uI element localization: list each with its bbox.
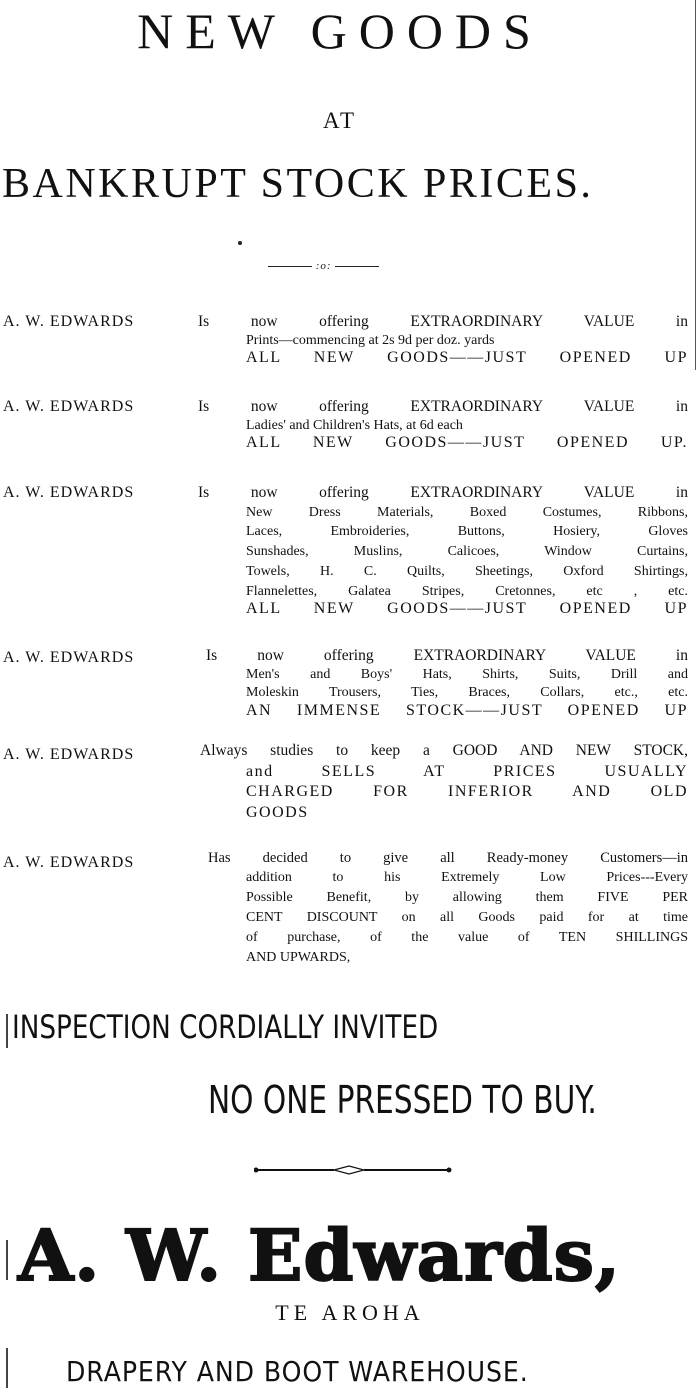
entry-detail-line: New Dress Materials, Boxed Costumes, Ribbons,	[246, 505, 688, 520]
ornamental-rule	[254, 1160, 454, 1180]
headline-new-goods: NEW GOODS	[137, 3, 543, 59]
entry-detail-line: Prints—commencing at 2s 9d per doz. yards	[246, 333, 495, 348]
entry-name: A. W. EDWARDS	[3, 746, 135, 763]
entry-detail-line: GOODS	[246, 804, 309, 821]
entry-detail-line: Ladies' and Children's Hats, at 6d each	[246, 418, 463, 433]
entry-detail-line: Towels, H. C. Quilts, Sheetings, Oxford Shirtings,	[246, 564, 688, 579]
left-margin-bar	[6, 1014, 8, 1048]
entry-detail-line: Laces, Embroideries, Buttons, Hosiery, Gloves	[246, 524, 688, 539]
divider-ornament: :o:	[315, 260, 332, 272]
entry-detail-line: Men's and Boys' Hats, Shirts, Suits, Drill and	[246, 667, 688, 682]
entry-name: A. W. EDWARDS	[3, 398, 135, 415]
section-divider	[268, 260, 379, 272]
entry-name: A. W. EDWARDS	[3, 313, 135, 330]
entry-detail-line: of purchase, of the value of TEN SHILLINGS	[246, 930, 688, 945]
entry-detail-line: Moleskin Trousers, Ties, Braces, Collars, etc., etc.	[246, 685, 688, 700]
entry-intro: Is now offering EXTRAORDINARY VALUE in	[198, 398, 688, 415]
ornament-diamond	[334, 1166, 364, 1174]
left-margin-bar	[6, 1348, 8, 1388]
drapery-boot-warehouse: DRAPERY AND BOOT WAREHOUSE.	[66, 1355, 529, 1388]
entry-detail-line: Flannelettes, Galatea Stripes, Cretonnes, etc , etc.	[246, 584, 688, 599]
divider-line-right	[335, 266, 379, 267]
entry-closing: ALL NEW GOODS——JUST OPENED UP.	[246, 434, 688, 451]
entry-closing: AN IMMENSE STOCK——JUST OPENED UP	[246, 702, 688, 719]
ornament-dot-left	[254, 1168, 259, 1173]
inspection-invited: INSPECTION CORDIALLY INVITED	[12, 1008, 439, 1046]
entry-intro: Always studies to keep a GOOD AND NEW STOCK,	[200, 742, 688, 759]
entry-detail-line: Possible Benefit, by allowing them FIVE PER	[246, 890, 688, 905]
headline-at: AT	[322, 108, 358, 133]
entry-intro: Is now offering EXTRAORDINARY VALUE in	[198, 313, 688, 330]
location-te-aroha: TE AROHA	[275, 1300, 425, 1325]
entry-detail-line: AND UPWARDS,	[246, 950, 351, 965]
entry-name: A. W. EDWARDS	[3, 649, 135, 666]
headline-bankrupt-stock-prices: BANKRUPT STOCK PRICES.	[2, 161, 594, 207]
entry-detail-line: CHARGED FOR INFERIOR AND OLD	[246, 783, 688, 800]
entry-detail-line: addition to his Extremely Low Prices---Every	[246, 870, 688, 885]
entry-intro: Has decided to give all Ready-money Customers—in	[208, 850, 688, 866]
entry-closing: ALL NEW GOODS——JUST OPENED UP	[246, 600, 688, 617]
ornament-dot-right	[447, 1168, 452, 1173]
left-margin-bar	[6, 1240, 8, 1280]
entry-detail-line: and SELLS AT PRICES USUALLY	[246, 763, 688, 780]
decorative-dot	[238, 241, 242, 245]
no-one-pressed: NO ONE PRESSED TO BUY.	[208, 1078, 597, 1122]
entry-closing: ALL NEW GOODS——JUST OPENED UP	[246, 349, 688, 366]
entry-intro: Is now offering EXTRAORDINARY VALUE in	[206, 647, 688, 664]
entry-name: A. W. EDWARDS	[3, 484, 135, 501]
column-rule	[695, 0, 696, 370]
entry-detail-line: CENT DISCOUNT on all Goods paid for at time	[246, 910, 688, 925]
entry-name: A. W. EDWARDS	[3, 854, 135, 871]
entry-intro: Is now offering EXTRAORDINARY VALUE in	[198, 484, 688, 501]
entry-detail-line: Sunshades, Muslins, Calicoes, Window Curtains,	[246, 544, 688, 559]
business-name: A. W. Edwards,	[18, 1214, 621, 1297]
divider-line-left	[268, 266, 312, 267]
